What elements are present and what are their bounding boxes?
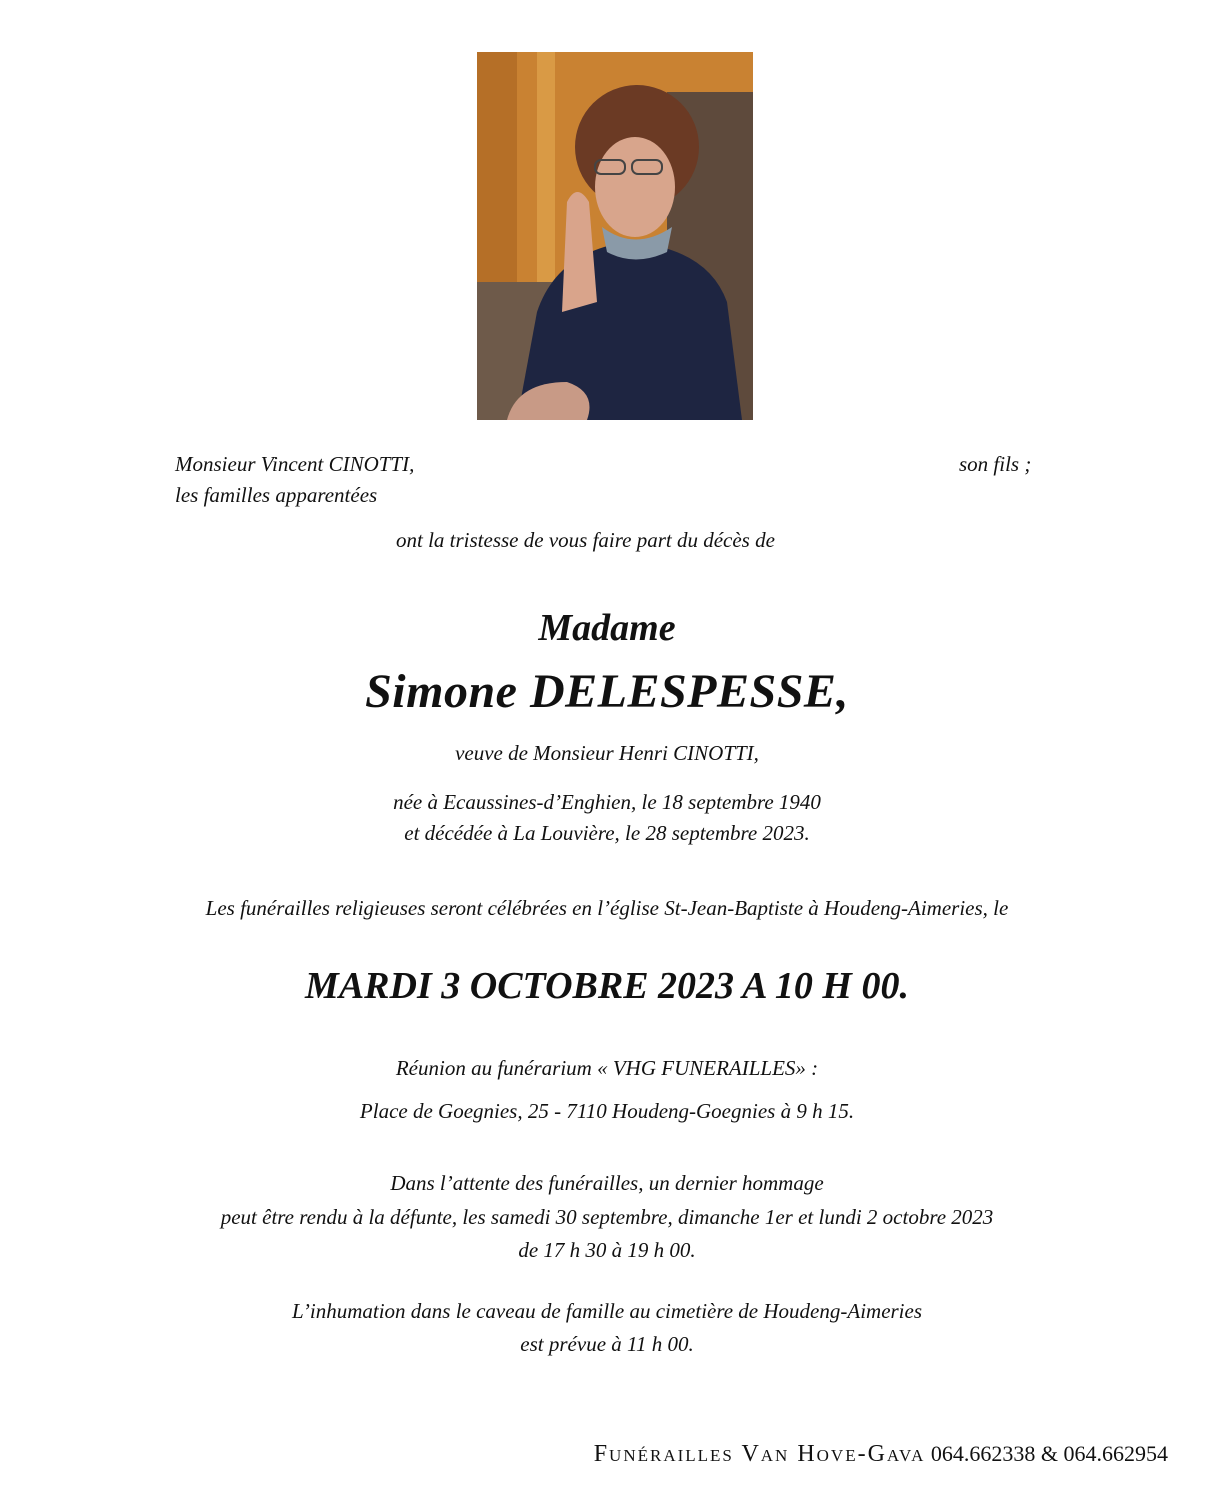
- deceased-title: Madame: [538, 607, 676, 649]
- meeting-place: Réunion au funérarium « VHG FUNERAILLES» :: [395, 1056, 819, 1080]
- meeting-address: Place de Goegnies, 25 - 7110 Houdeng-Goegnies à 9 h 15.: [359, 1099, 855, 1123]
- funeral-intro: Les funérailles religieuses seront célébrées en l’église St-Jean-Baptiste à Houdeng-Aimeries, le: [205, 896, 1009, 920]
- burial-line-2: est prévue à 11 h 00.: [520, 1332, 694, 1356]
- funeral-home-phones: 064.662338 & 064.662954: [930, 1441, 1168, 1466]
- portrait-photo: [477, 52, 753, 420]
- family-son-relation: son fils ;: [959, 452, 1032, 476]
- widow-of: veuve de Monsieur Henri CINOTTI,: [455, 741, 759, 765]
- burial-line-1: L’inhumation dans le caveau de famille au cimetière de Houdeng-Aimeries: [291, 1299, 923, 1323]
- tribute-line-2: peut être rendu à la défunte, les samedi 30 septembre, dimanche 1er et lundi 2 octobre 2023: [220, 1205, 994, 1229]
- family-relatives: les familles apparentées: [175, 483, 378, 507]
- announcement-text: ont la tristesse de vous faire part du décès de: [396, 528, 775, 552]
- birth-info: née à Ecaussines-d’Enghien, le 18 septembre 1940: [393, 790, 821, 814]
- tribute-line-3: de 17 h 30 à 19 h 00.: [518, 1238, 696, 1262]
- family-son: Monsieur Vincent CINOTTI,: [175, 452, 415, 476]
- death-info: et décédée à La Louvière, le 28 septembre 2023.: [404, 821, 810, 845]
- funeral-datetime: MARDI 3 OCTOBRE 2023 A 10 H 00.: [305, 965, 909, 1007]
- tribute-line-1: Dans l’attente des funérailles, un dernier hommage: [390, 1171, 824, 1195]
- deceased-name: Simone DELESPESSE,: [365, 665, 849, 718]
- funeral-home-name: Funérailles Van Hove-Gava: [593, 1441, 926, 1467]
- funeral-home-footer: [594, 1441, 1168, 1468]
